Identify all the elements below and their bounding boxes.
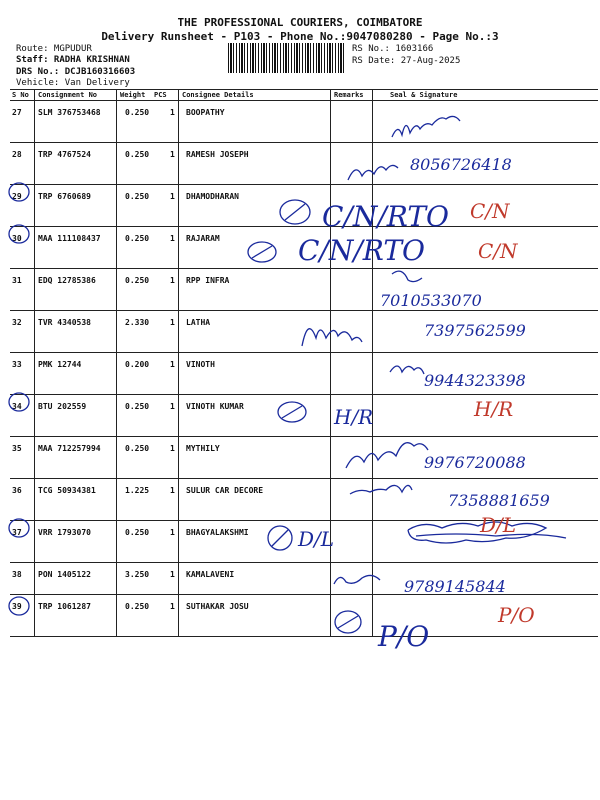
row-consignee: VINOTH	[186, 360, 215, 369]
row-weight: 0.250	[125, 528, 150, 537]
row-sno: 36	[12, 486, 22, 495]
row-consignment: PMK 12744	[38, 360, 82, 369]
table-row	[10, 226, 598, 268]
col-header-weight: Weight	[120, 91, 146, 99]
row-weight: 0.200	[125, 360, 150, 369]
col-header-seal: Seal & Signature	[390, 91, 458, 99]
handwritten-phone: 7397562599	[424, 321, 526, 340]
row-consignee: BHAGYALAKSHMI	[186, 528, 249, 537]
col-header-consignee: Consignee Details	[182, 91, 254, 99]
row-consignee: SUTHAKAR JOSU	[186, 602, 249, 611]
table-row	[10, 310, 598, 352]
table-row	[10, 142, 598, 184]
table-row	[10, 520, 598, 562]
row-pcs: 1	[170, 108, 175, 117]
row-consignment: VRR 1793070	[38, 528, 91, 537]
row-consignee: RAMESH JOSEPH	[186, 150, 249, 159]
handwritten-remark: P/O	[378, 620, 430, 653]
row-pcs: 1	[170, 570, 175, 579]
row-weight: 0.250	[125, 108, 150, 117]
row-consignment: MAA 712257994	[38, 444, 101, 453]
row-pcs: 1	[170, 150, 175, 159]
row-consignee: DHAMODHARAN	[186, 192, 239, 201]
handwritten-red-remark: D/L	[480, 513, 517, 537]
row-pcs: 1	[170, 360, 175, 369]
row-pcs: 1	[170, 528, 175, 537]
row-pcs: 1	[170, 234, 175, 243]
handwritten-phone: 8056726418	[410, 155, 512, 174]
row-sno: 38	[12, 570, 22, 579]
handwritten-phone: 7010533070	[380, 291, 482, 310]
table-row	[10, 594, 598, 636]
row-sno: 28	[12, 150, 22, 159]
row-consignment: SLM 376753468	[38, 108, 101, 117]
row-weight: 1.225	[125, 486, 150, 495]
row-sno: 37	[12, 528, 22, 537]
row-sno: 31	[12, 276, 22, 285]
row-consignee: RPP INFRA	[186, 276, 230, 285]
staff-label: Staff: RADHA KRISHNAN	[16, 55, 130, 65]
row-consignee: BOOPATHY	[186, 108, 225, 117]
row-weight: 0.250	[125, 234, 150, 243]
handwritten-red-remark: C/N	[470, 199, 510, 223]
row-sno: 39	[12, 602, 22, 611]
row-sno: 35	[12, 444, 22, 453]
table-row	[10, 478, 598, 520]
row-pcs: 1	[170, 276, 175, 285]
row-sno: 34	[12, 402, 22, 411]
row-pcs: 1	[170, 602, 175, 611]
table-row	[10, 436, 598, 478]
row-weight: 0.250	[125, 150, 150, 159]
row-consignment: TRP 6760689	[38, 192, 91, 201]
row-sno: 29	[12, 192, 22, 201]
row-weight: 0.250	[125, 602, 150, 611]
route-label: Route: MGPUDUR	[16, 44, 92, 54]
table-row	[10, 394, 598, 436]
drs-label: DRS No.: DCJB160316603	[16, 67, 136, 77]
row-consignment: TRP 4767524	[38, 150, 91, 159]
handwritten-remark: D/L	[298, 527, 335, 551]
handwritten-red-remark: P/O	[498, 603, 535, 627]
table-row	[10, 184, 598, 226]
row-pcs: 1	[170, 444, 175, 453]
col-header-sno: S No	[12, 91, 29, 99]
row-consignment: BTU 202559	[38, 402, 87, 411]
row-sno: 27	[12, 108, 22, 117]
handwritten-phone: 9789145844	[404, 577, 506, 596]
row-weight: 2.330	[125, 318, 150, 327]
row-sno: 32	[12, 318, 22, 327]
row-pcs: 1	[170, 318, 175, 327]
row-consignee: SULUR CAR DECORE	[186, 486, 264, 495]
row-consignment: TCG 50934381	[38, 486, 96, 495]
handwritten-phone: 9976720088	[424, 453, 526, 472]
row-consignee: VINOTH KUMAR	[186, 402, 244, 411]
row-pcs: 1	[170, 486, 175, 495]
row-consignee: LATHA	[186, 318, 211, 327]
row-consignment: PON 1405122	[38, 570, 91, 579]
row-consignment: TRP 1061287	[38, 602, 91, 611]
handwritten-remark: C/N/RTO	[322, 200, 450, 233]
col-header-consignment: Consignment No	[38, 91, 98, 99]
row-consignee: RAJARAM	[186, 234, 220, 243]
row-consignment: TVR 4340538	[38, 318, 91, 327]
handwritten-phone: 9944323398	[424, 371, 526, 390]
row-weight: 0.250	[125, 402, 150, 411]
handwritten-remark: H/R	[334, 405, 374, 429]
row-weight: 3.250	[125, 570, 150, 579]
row-consignment: EDQ 12785386	[38, 276, 96, 285]
runsheet-subtitle: Delivery Runsheet - P103 - Phone No.:9047080280 - Page No.:3	[101, 30, 499, 43]
barcode-image	[228, 43, 346, 73]
rs-no-label: RS No.: 1603166	[352, 44, 434, 54]
handwritten-phone: 7358881659	[448, 491, 550, 510]
row-weight: 0.250	[125, 444, 150, 453]
row-weight: 0.250	[125, 192, 150, 201]
table-row	[10, 352, 598, 394]
row-pcs: 1	[170, 192, 175, 201]
handwritten-red-remark: H/R	[474, 397, 514, 421]
handwritten-red-remark: C/N	[478, 239, 518, 263]
col-header-remarks: Remarks	[334, 91, 364, 99]
row-sno: 30	[12, 234, 22, 243]
row-consignee: KAMALAVENI	[186, 570, 235, 579]
company-title: THE PROFESSIONAL COURIERS, COIMBATORE	[177, 16, 423, 29]
rs-date-label: RS Date: 27-Aug-2025	[352, 56, 461, 66]
handwritten-remark: C/N/RTO	[298, 234, 426, 267]
table-row	[10, 268, 598, 310]
row-sno: 33	[12, 360, 22, 369]
row-weight: 0.250	[125, 276, 150, 285]
col-header-pcs: PCS	[154, 91, 167, 99]
row-pcs: 1	[170, 402, 175, 411]
vehicle-label: Vehicle: Van Delivery	[16, 78, 130, 88]
row-consignee: MYTHILY	[186, 444, 220, 453]
table-row	[10, 100, 598, 142]
row-consignment: MAA 111108437	[38, 234, 101, 243]
